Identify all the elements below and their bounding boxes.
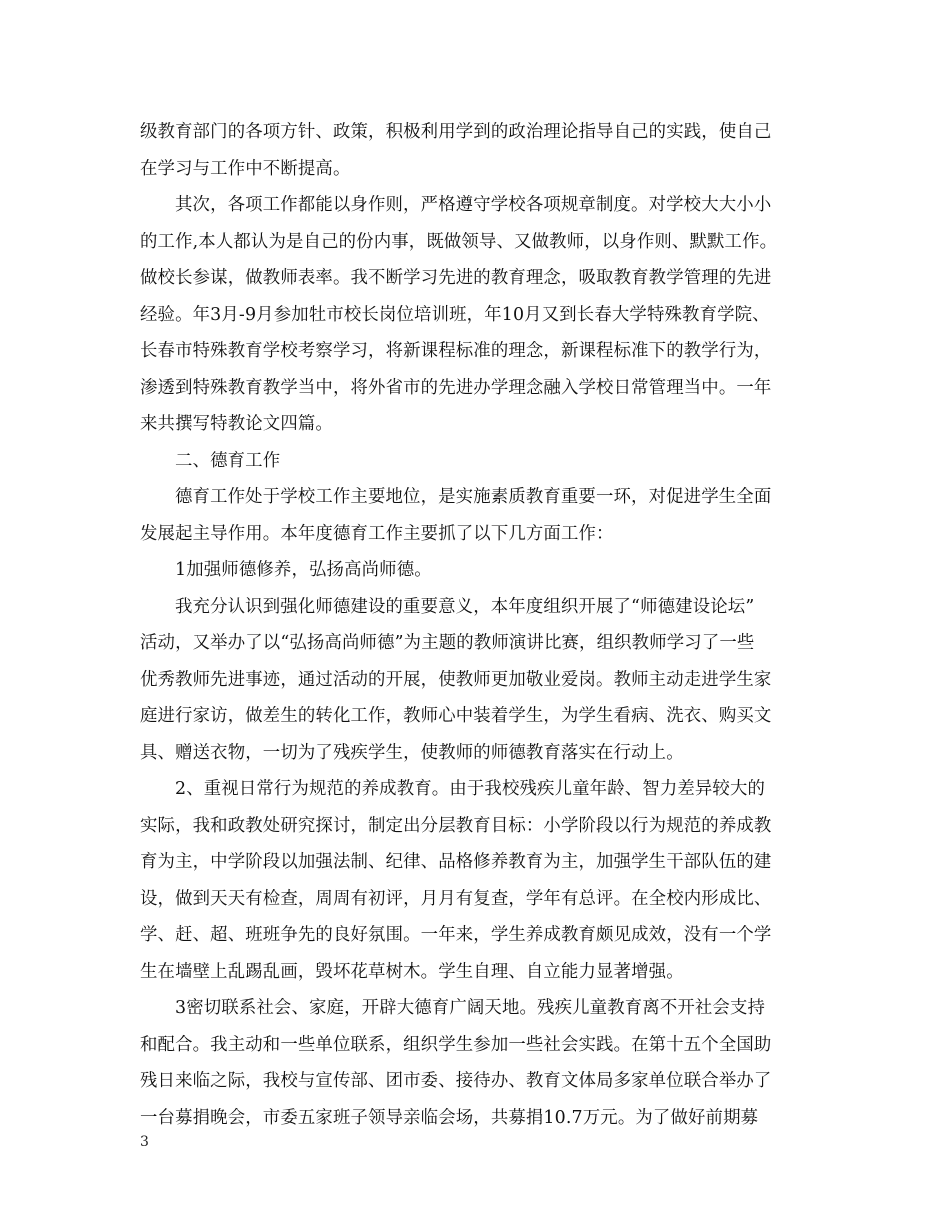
subheading-line: 1加强师德修养，弘扬高尚师德。 xyxy=(175,560,432,580)
text-line: 设，做到天天有检查，周周有初评，月月有复查，学年有总评。在全校内形成比、 xyxy=(140,888,772,909)
body-text xyxy=(140,114,815,1136)
text-line: 庭进行家访，做差生的转化工作，教师心中装着学生，为学生看病、洗衣、购买文 xyxy=(140,706,772,726)
text-line: 的工作,本人都认为是自己的份内事，既做领导、又做教师，以身作则、默默工作。 xyxy=(140,231,778,252)
paragraph-start-line: 其次，各项工作都能以身作则，严格遵守学校各项规章制度。对学校大大小小 xyxy=(175,195,772,215)
text-line: 在学习与工作中不断提高。 xyxy=(140,158,351,179)
paragraph-start-line: 我充分认识到强化师德建设的重要意义，本年度组织开展了“师德建设论坛” xyxy=(175,596,755,617)
text-line: 和配合。我主动和一些单位联系，组织学生参加一些社会实践。在第十五个全国助 xyxy=(140,1034,772,1055)
text-line: 具、赠送衣物，一切为了残疾学生，使教师的师德教育落实在行动上。 xyxy=(140,742,684,763)
text-line: 级教育部门的各项方针、政策，积极利用学到的政治理论指导自己的实践，使自己 xyxy=(140,122,772,142)
paragraph-start-line: 3密切联系社会、家庭，开辟大德育广阔天地。残疾儿童教育离不开社会支持 xyxy=(175,998,766,1018)
paragraph-start-line: 2、重视日常行为规范的养成教育。由于我校残疾儿童年龄、智力差异较大的 xyxy=(175,779,766,799)
text-line: 残日来临之际，我校与宣传部、团市委、接待办、教育文体局多家单位联合举办了 xyxy=(140,1071,772,1091)
text-line: 做校长参谋，做教师表率。我不断学习先进的教育理念，吸取教育教学管理的先进 xyxy=(140,268,772,288)
text-line: 实际，我和政教处研究探讨，制定出分层教育目标：小学阶段以行为规范的养成教 xyxy=(140,815,772,836)
text-line: 发展起主导作用。本年度德育工作主要抓了以下几方面工作： xyxy=(140,523,614,544)
text-line: 育为主，中学阶段以加强法制、纪律、品格修养教育为主，加强学生干部队伍的建 xyxy=(140,852,772,872)
page-number: 3 xyxy=(140,1134,149,1150)
text-line: 优秀教师先进事迹，通过活动的开展，使教师更加敬业爱岗。教师主动走进学生家 xyxy=(140,669,772,690)
text-line: 长春市特殊教育学校考察学习，将新课程标准的理念，新课程标准下的教学行为， xyxy=(140,341,772,361)
section-heading: 二、德育工作 xyxy=(175,450,281,471)
text-line: 活动，又举办了以“弘扬高尚师德”为主题的教师演讲比赛，组织教师学习了一些 xyxy=(140,633,755,653)
text-line: 渗透到特殊教育教学当中，将外省市的先进办学理念融入学校日常管理当中。一年 xyxy=(140,377,772,398)
text-line: 生在墙壁上乱踢乱画，毁坏花草树木。学生自理、自立能力显著增强。 xyxy=(140,961,684,982)
text-line: 一台募捐晚会，市委五家班子领导亲临会场，共募捐10.7万元。为了做好前期募 xyxy=(140,1107,759,1128)
text-line: 来共撰写特教论文四篇。 xyxy=(140,414,333,434)
paragraph-start-line: 德育工作处于学校工作主要地位，是实施素质教育重要一环，对促进学生全面 xyxy=(175,487,772,507)
text-line: 学、赶、超、班班争先的良好氛围。一年来，学生养成教育颇见成效，没有一个学 xyxy=(140,925,772,945)
text-line: 经验。年3月-9月参加牡市校长岗位培训班，年10月又到长春大学特殊教育学院、 xyxy=(140,304,770,325)
